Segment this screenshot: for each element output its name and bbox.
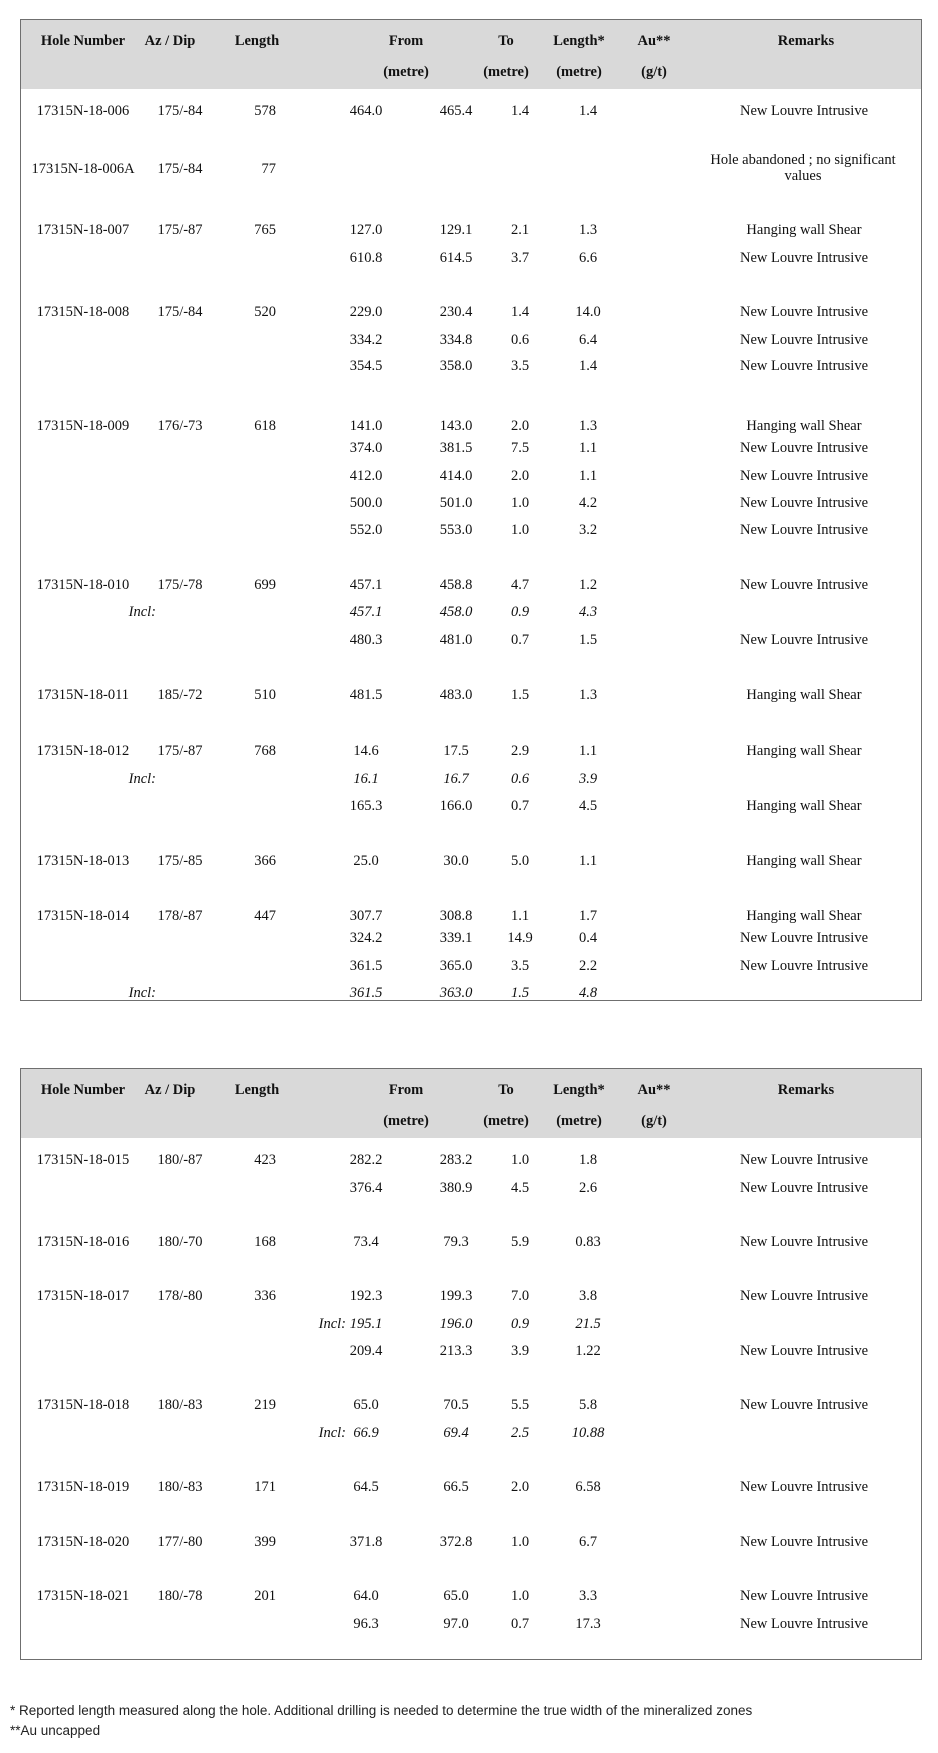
to-cell: 372.8 bbox=[439, 1534, 473, 1550]
au-grade-cell: 1.7 bbox=[578, 908, 598, 924]
header-unit-from: (metre) bbox=[383, 1113, 429, 1129]
interval-length-cell: 0.7 bbox=[510, 632, 530, 648]
remarks-cell: New Louvre Intrusive bbox=[739, 958, 869, 974]
from-cell: 25.0 bbox=[353, 853, 379, 869]
from-cell: 165.3 bbox=[349, 798, 383, 814]
au-grade-cell: 1.8 bbox=[578, 1152, 598, 1168]
au-grade-cell: 1.3 bbox=[578, 222, 598, 238]
au-grade-cell: 5.8 bbox=[578, 1397, 598, 1413]
header-length-star: Length* bbox=[553, 1082, 605, 1098]
az-dip-cell: 175/-84 bbox=[157, 161, 203, 177]
header-hole-number: Hole Number bbox=[40, 1082, 126, 1098]
au-grade-cell: 6.58 bbox=[575, 1479, 601, 1495]
interval-length-cell: 3.5 bbox=[510, 958, 530, 974]
to-cell: 79.3 bbox=[443, 1234, 469, 1250]
au-grade-cell: 1.1 bbox=[578, 853, 598, 869]
az-dip-cell: 175/-87 bbox=[157, 222, 203, 238]
remarks-cell: New Louvre Intrusive bbox=[739, 440, 869, 456]
header-az-dip: Az / Dip bbox=[144, 1082, 196, 1098]
header-hole-number: Hole Number bbox=[40, 33, 126, 49]
interval-length-cell: 7.5 bbox=[510, 440, 530, 456]
au-grade-cell: 1.5 bbox=[578, 632, 598, 648]
incl-label: Incl: bbox=[318, 1316, 346, 1332]
footnote-au: **Au uncapped bbox=[10, 1723, 101, 1738]
interval-length-cell: 1.4 bbox=[510, 103, 530, 119]
from-cell: 66.9 bbox=[353, 1425, 379, 1441]
hole-length-cell: 423 bbox=[254, 1152, 276, 1168]
au-grade-cell: 6.6 bbox=[578, 250, 598, 266]
au-grade-cell: 2.2 bbox=[578, 958, 598, 974]
az-dip-cell: 180/-87 bbox=[157, 1152, 203, 1168]
interval-length-cell: 3.5 bbox=[510, 358, 530, 374]
hole-number-cell: 17315N-18-011 bbox=[36, 687, 130, 703]
remarks-cell: New Louvre Intrusive bbox=[739, 468, 869, 484]
from-cell: 282.2 bbox=[349, 1152, 383, 1168]
hole-length-cell: 399 bbox=[254, 1534, 276, 1550]
az-dip-cell: 178/-87 bbox=[157, 908, 203, 924]
remarks-cell: New Louvre Intrusive bbox=[739, 304, 869, 320]
to-cell: 213.3 bbox=[439, 1343, 473, 1359]
from-cell: 229.0 bbox=[349, 304, 383, 320]
from-cell: 374.0 bbox=[349, 440, 383, 456]
remarks-cell: Hanging wall Shear bbox=[746, 687, 862, 703]
au-grade-cell: 4.3 bbox=[578, 604, 598, 620]
to-cell: 339.1 bbox=[439, 930, 473, 946]
interval-length-cell: 1.0 bbox=[510, 1152, 530, 1168]
incl-label: Incl: bbox=[128, 771, 156, 787]
to-cell: 334.8 bbox=[439, 332, 473, 348]
from-cell: 307.7 bbox=[349, 908, 383, 924]
remarks-cell: New Louvre Intrusive bbox=[739, 1397, 869, 1413]
to-cell: 166.0 bbox=[439, 798, 473, 814]
az-dip-cell: 180/-83 bbox=[157, 1479, 203, 1495]
au-grade-cell: 14.0 bbox=[575, 304, 601, 320]
hole-length-cell: 171 bbox=[254, 1479, 276, 1495]
to-cell: 553.0 bbox=[439, 522, 473, 538]
remarks-cell: Hanging wall Shear bbox=[746, 908, 862, 924]
az-dip-cell: 175/-85 bbox=[157, 853, 203, 869]
to-cell: 614.5 bbox=[439, 250, 473, 266]
hole-length-cell: 447 bbox=[254, 908, 276, 924]
to-cell: 381.5 bbox=[439, 440, 473, 456]
az-dip-cell: 180/-83 bbox=[157, 1397, 203, 1413]
to-cell: 483.0 bbox=[439, 687, 473, 703]
interval-length-cell: 7.0 bbox=[510, 1288, 530, 1304]
az-dip-cell: 178/-80 bbox=[157, 1288, 203, 1304]
interval-length-cell: 1.5 bbox=[510, 985, 530, 1001]
interval-length-cell: 2.9 bbox=[510, 743, 530, 759]
header-unit-length: (metre) bbox=[556, 64, 602, 80]
incl-label: Incl: bbox=[128, 985, 156, 1001]
to-cell: 458.0 bbox=[439, 604, 473, 620]
header-unit-length: (metre) bbox=[556, 1113, 602, 1129]
interval-length-cell: 3.9 bbox=[510, 1343, 530, 1359]
from-cell: 209.4 bbox=[349, 1343, 383, 1359]
header-from: From bbox=[388, 1082, 424, 1098]
remarks-cell: New Louvre Intrusive bbox=[739, 1180, 869, 1196]
from-cell: 65.0 bbox=[353, 1397, 379, 1413]
interval-length-cell: 2.0 bbox=[510, 1479, 530, 1495]
interval-length-cell: 2.0 bbox=[510, 418, 530, 434]
to-cell: 414.0 bbox=[439, 468, 473, 484]
to-cell: 230.4 bbox=[439, 304, 473, 320]
interval-length-cell: 1.0 bbox=[510, 522, 530, 538]
hole-number-cell: 17315N-18-009 bbox=[36, 418, 130, 434]
remarks-cell: Hole abandoned ; no significant values bbox=[710, 152, 896, 184]
to-cell: 16.7 bbox=[443, 771, 469, 787]
header-length: Length bbox=[234, 33, 280, 49]
interval-length-cell: 14.9 bbox=[507, 930, 533, 946]
hole-number-cell: 17315N-18-012 bbox=[36, 743, 130, 759]
to-cell: 17.5 bbox=[443, 743, 469, 759]
to-cell: 308.8 bbox=[439, 908, 473, 924]
au-grade-cell: 6.7 bbox=[578, 1534, 598, 1550]
au-grade-cell: 10.88 bbox=[571, 1425, 605, 1441]
hole-number-cell: 17315N-18-006A bbox=[31, 161, 135, 177]
au-grade-cell: 4.8 bbox=[578, 985, 598, 1001]
remarks-cell: Hanging wall Shear bbox=[746, 798, 862, 814]
header-unit-from: (metre) bbox=[383, 64, 429, 80]
remarks-cell: New Louvre Intrusive bbox=[739, 930, 869, 946]
au-grade-cell: 4.2 bbox=[578, 495, 598, 511]
from-cell: 464.0 bbox=[349, 103, 383, 119]
hole-length-cell: 168 bbox=[254, 1234, 276, 1250]
incl-label: Incl: bbox=[318, 1425, 346, 1441]
header-unit-au: (g/t) bbox=[641, 64, 667, 80]
to-cell: 129.1 bbox=[439, 222, 473, 238]
remarks-cell: New Louvre Intrusive bbox=[739, 522, 869, 538]
hole-length-cell: 618 bbox=[254, 418, 276, 434]
au-grade-cell: 1.1 bbox=[578, 743, 598, 759]
remarks-cell: New Louvre Intrusive bbox=[739, 1343, 869, 1359]
to-cell: 365.0 bbox=[439, 958, 473, 974]
from-cell: 412.0 bbox=[349, 468, 383, 484]
interval-length-cell: 5.5 bbox=[510, 1397, 530, 1413]
interval-length-cell: 2.0 bbox=[510, 468, 530, 484]
drill-results-table-2 bbox=[20, 1068, 922, 1660]
to-cell: 196.0 bbox=[439, 1316, 473, 1332]
remarks-cell: New Louvre Intrusive bbox=[739, 495, 869, 511]
hole-length-cell: 219 bbox=[254, 1397, 276, 1413]
remarks-cell: New Louvre Intrusive bbox=[739, 332, 869, 348]
hole-number-cell: 17315N-18-013 bbox=[36, 853, 130, 869]
au-grade-cell: 21.5 bbox=[575, 1316, 601, 1332]
interval-length-cell: 5.9 bbox=[510, 1234, 530, 1250]
au-grade-cell: 4.5 bbox=[578, 798, 598, 814]
au-grade-cell: 3.9 bbox=[578, 771, 598, 787]
hole-number-cell: 17315N-18-017 bbox=[36, 1288, 130, 1304]
hole-number-cell: 17315N-18-019 bbox=[36, 1479, 130, 1495]
hole-length-cell: 765 bbox=[254, 222, 276, 238]
to-cell: 65.0 bbox=[443, 1588, 469, 1604]
au-grade-cell: 1.22 bbox=[575, 1343, 601, 1359]
remarks-cell: Hanging wall Shear bbox=[746, 853, 862, 869]
remarks-cell: Hanging wall Shear bbox=[746, 418, 862, 434]
au-grade-cell: 1.3 bbox=[578, 418, 598, 434]
header-to: To bbox=[498, 33, 514, 49]
remarks-cell: New Louvre Intrusive bbox=[739, 1588, 869, 1604]
hole-length-cell: 578 bbox=[254, 103, 276, 119]
hole-number-cell: 17315N-18-016 bbox=[36, 1234, 130, 1250]
footnote-length: * Reported length measured along the hole. Additional drilling is needed to determine the true width of the mineralized zones bbox=[10, 1703, 753, 1718]
from-cell: 96.3 bbox=[353, 1616, 379, 1632]
hole-length-cell: 77 bbox=[261, 161, 276, 177]
remarks-cell: New Louvre Intrusive bbox=[739, 632, 869, 648]
interval-length-cell: 0.7 bbox=[510, 798, 530, 814]
au-grade-cell: 0.83 bbox=[575, 1234, 601, 1250]
header-remarks: Remarks bbox=[777, 1082, 835, 1098]
hole-length-cell: 699 bbox=[254, 577, 276, 593]
remarks-cell: New Louvre Intrusive bbox=[739, 1152, 869, 1168]
az-dip-cell: 177/-80 bbox=[157, 1534, 203, 1550]
au-grade-cell: 3.8 bbox=[578, 1288, 598, 1304]
au-grade-cell: 1.1 bbox=[578, 468, 598, 484]
from-cell: 480.3 bbox=[349, 632, 383, 648]
hole-length-cell: 366 bbox=[254, 853, 276, 869]
az-dip-cell: 175/-78 bbox=[157, 577, 203, 593]
interval-length-cell: 0.7 bbox=[510, 1616, 530, 1632]
au-grade-cell: 2.6 bbox=[578, 1180, 598, 1196]
from-cell: 334.2 bbox=[349, 332, 383, 348]
to-cell: 199.3 bbox=[439, 1288, 473, 1304]
az-dip-cell: 175/-87 bbox=[157, 743, 203, 759]
from-cell: 610.8 bbox=[349, 250, 383, 266]
header-remarks: Remarks bbox=[777, 33, 835, 49]
from-cell: 16.1 bbox=[353, 771, 379, 787]
from-cell: 195.1 bbox=[349, 1316, 383, 1332]
header-au: Au** bbox=[637, 33, 671, 49]
hole-length-cell: 336 bbox=[254, 1288, 276, 1304]
az-dip-cell: 180/-70 bbox=[157, 1234, 203, 1250]
au-grade-cell: 17.3 bbox=[575, 1616, 601, 1632]
au-grade-cell: 6.4 bbox=[578, 332, 598, 348]
remarks-cell: New Louvre Intrusive bbox=[739, 577, 869, 593]
from-cell: 457.1 bbox=[349, 577, 383, 593]
remarks-cell: New Louvre Intrusive bbox=[739, 1288, 869, 1304]
interval-length-cell: 0.6 bbox=[510, 771, 530, 787]
from-cell: 14.6 bbox=[353, 743, 379, 759]
interval-length-cell: 2.1 bbox=[510, 222, 530, 238]
hole-number-cell: 17315N-18-021 bbox=[36, 1588, 130, 1604]
interval-length-cell: 1.0 bbox=[510, 1534, 530, 1550]
au-grade-cell: 1.4 bbox=[578, 103, 598, 119]
interval-length-cell: 5.0 bbox=[510, 853, 530, 869]
from-cell: 127.0 bbox=[349, 222, 383, 238]
hole-number-cell: 17315N-18-014 bbox=[36, 908, 130, 924]
header-au: Au** bbox=[637, 1082, 671, 1098]
interval-length-cell: 1.0 bbox=[510, 1588, 530, 1604]
remarks-cell: Hanging wall Shear bbox=[746, 743, 862, 759]
from-cell: 371.8 bbox=[349, 1534, 383, 1550]
interval-length-cell: 0.9 bbox=[510, 1316, 530, 1332]
hole-number-cell: 17315N-18-006 bbox=[36, 103, 130, 119]
from-cell: 324.2 bbox=[349, 930, 383, 946]
interval-length-cell: 1.4 bbox=[510, 304, 530, 320]
from-cell: 354.5 bbox=[349, 358, 383, 374]
to-cell: 363.0 bbox=[439, 985, 473, 1001]
from-cell: 361.5 bbox=[349, 985, 383, 1001]
hole-number-cell: 17315N-18-010 bbox=[36, 577, 130, 593]
au-grade-cell: 1.4 bbox=[578, 358, 598, 374]
incl-label: Incl: bbox=[128, 604, 156, 620]
header-length-star: Length* bbox=[553, 33, 605, 49]
hole-number-cell: 17315N-18-007 bbox=[36, 222, 130, 238]
from-cell: 481.5 bbox=[349, 687, 383, 703]
hole-number-cell: 17315N-18-018 bbox=[36, 1397, 130, 1413]
to-cell: 143.0 bbox=[439, 418, 473, 434]
az-dip-cell: 175/-84 bbox=[157, 103, 203, 119]
to-cell: 481.0 bbox=[439, 632, 473, 648]
interval-length-cell: 0.9 bbox=[510, 604, 530, 620]
from-cell: 64.5 bbox=[353, 1479, 379, 1495]
header-az-dip: Az / Dip bbox=[144, 33, 196, 49]
au-grade-cell: 3.2 bbox=[578, 522, 598, 538]
header-unit-to: (metre) bbox=[483, 1113, 529, 1129]
au-grade-cell: 1.1 bbox=[578, 440, 598, 456]
from-cell: 361.5 bbox=[349, 958, 383, 974]
remarks-cell: New Louvre Intrusive bbox=[739, 250, 869, 266]
to-cell: 97.0 bbox=[443, 1616, 469, 1632]
hole-length-cell: 201 bbox=[254, 1588, 276, 1604]
header-unit-au: (g/t) bbox=[641, 1113, 667, 1129]
az-dip-cell: 185/-72 bbox=[157, 687, 203, 703]
interval-length-cell: 1.0 bbox=[510, 495, 530, 511]
to-cell: 283.2 bbox=[439, 1152, 473, 1168]
to-cell: 66.5 bbox=[443, 1479, 469, 1495]
from-cell: 457.1 bbox=[349, 604, 383, 620]
header-length: Length bbox=[234, 1082, 280, 1098]
from-cell: 376.4 bbox=[349, 1180, 383, 1196]
interval-length-cell: 4.7 bbox=[510, 577, 530, 593]
interval-length-cell: 1.5 bbox=[510, 687, 530, 703]
to-cell: 358.0 bbox=[439, 358, 473, 374]
remarks-cell: Hanging wall Shear bbox=[746, 222, 862, 238]
from-cell: 141.0 bbox=[349, 418, 383, 434]
hole-number-cell: 17315N-18-020 bbox=[36, 1534, 130, 1550]
hole-length-cell: 520 bbox=[254, 304, 276, 320]
remarks-cell: New Louvre Intrusive bbox=[739, 1534, 869, 1550]
interval-length-cell: 4.5 bbox=[510, 1180, 530, 1196]
remarks-cell: New Louvre Intrusive bbox=[739, 1234, 869, 1250]
au-grade-cell: 1.3 bbox=[578, 687, 598, 703]
to-cell: 70.5 bbox=[443, 1397, 469, 1413]
to-cell: 30.0 bbox=[443, 853, 469, 869]
interval-length-cell: 0.6 bbox=[510, 332, 530, 348]
from-cell: 192.3 bbox=[349, 1288, 383, 1304]
to-cell: 501.0 bbox=[439, 495, 473, 511]
au-grade-cell: 3.3 bbox=[578, 1588, 598, 1604]
au-grade-cell: 0.4 bbox=[578, 930, 598, 946]
au-grade-cell: 1.2 bbox=[578, 577, 598, 593]
interval-length-cell: 3.7 bbox=[510, 250, 530, 266]
remarks-cell: New Louvre Intrusive bbox=[739, 103, 869, 119]
interval-length-cell: 2.5 bbox=[510, 1425, 530, 1441]
remarks-cell: New Louvre Intrusive bbox=[739, 358, 869, 374]
hole-length-cell: 510 bbox=[254, 687, 276, 703]
az-dip-cell: 180/-78 bbox=[157, 1588, 203, 1604]
to-cell: 69.4 bbox=[443, 1425, 469, 1441]
az-dip-cell: 176/-73 bbox=[157, 418, 203, 434]
interval-length-cell: 1.1 bbox=[510, 908, 530, 924]
az-dip-cell: 175/-84 bbox=[157, 304, 203, 320]
from-cell: 73.4 bbox=[353, 1234, 379, 1250]
header-from: From bbox=[388, 33, 424, 49]
hole-length-cell: 768 bbox=[254, 743, 276, 759]
header-unit-to: (metre) bbox=[483, 64, 529, 80]
from-cell: 500.0 bbox=[349, 495, 383, 511]
to-cell: 465.4 bbox=[439, 103, 473, 119]
from-cell: 64.0 bbox=[353, 1588, 379, 1604]
to-cell: 380.9 bbox=[439, 1180, 473, 1196]
hole-number-cell: 17315N-18-015 bbox=[36, 1152, 130, 1168]
to-cell: 458.8 bbox=[439, 577, 473, 593]
drill-results-table-1 bbox=[20, 19, 922, 1001]
remarks-cell: New Louvre Intrusive bbox=[739, 1616, 869, 1632]
hole-number-cell: 17315N-18-008 bbox=[36, 304, 130, 320]
remarks-cell: New Louvre Intrusive bbox=[739, 1479, 869, 1495]
header-to: To bbox=[498, 1082, 514, 1098]
from-cell: 552.0 bbox=[349, 522, 383, 538]
